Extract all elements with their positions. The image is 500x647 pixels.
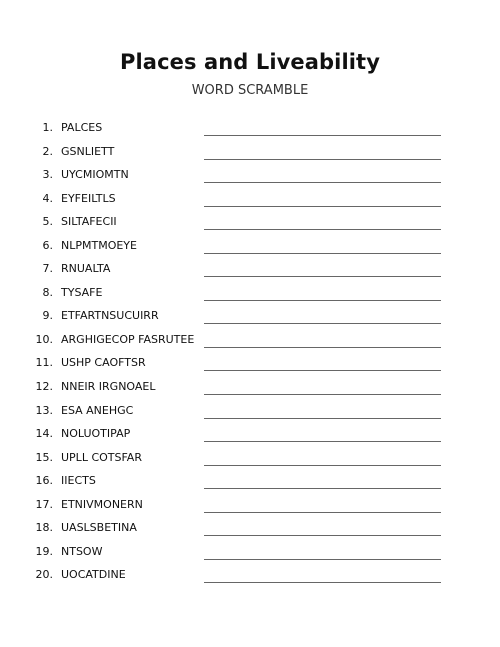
item-number: 13. (35, 403, 53, 417)
item-number: 16. (35, 474, 53, 488)
word-row (0, 541, 500, 565)
scrambled-word: RNUALTA (61, 262, 111, 276)
scrambled-word: ETFARTNSUCUIRR (61, 309, 159, 323)
word-row (0, 447, 500, 471)
scrambled-word: SILTAFECII (61, 215, 117, 229)
item-number: 9. (42, 309, 53, 323)
answer-line (204, 135, 441, 136)
scrambled-word: ESA ANEHGC (61, 403, 134, 417)
answer-line (204, 394, 441, 395)
answer-line (204, 488, 441, 489)
answer-line (204, 300, 441, 301)
word-row (0, 141, 500, 165)
item-number: 2. (42, 144, 53, 158)
scrambled-word: NTSOW (61, 544, 103, 558)
worksheet-title: Places and Liveability (120, 50, 380, 74)
word-row (0, 211, 500, 235)
answer-line (204, 159, 441, 160)
item-number: 18. (35, 521, 53, 535)
answer-line (204, 253, 441, 254)
word-row (0, 470, 500, 494)
item-number: 5. (42, 215, 53, 229)
scrambled-word: UOCATDINE (61, 568, 126, 582)
word-row (0, 258, 500, 282)
worksheet-subtitle: WORD SCRAMBLE (191, 83, 309, 98)
answer-line (204, 206, 441, 207)
item-number: 4. (42, 191, 53, 205)
answer-line (204, 418, 441, 419)
word-row (0, 282, 500, 306)
word-row (0, 235, 500, 259)
item-number: 8. (42, 285, 53, 299)
word-row (0, 376, 500, 400)
scrambled-word: TYSAFE (61, 285, 103, 299)
answer-line (204, 347, 441, 348)
scrambled-word: UYCMIOMTN (61, 168, 129, 182)
scrambled-word: UPLL COTSFAR (61, 450, 142, 464)
answer-line (204, 582, 441, 583)
item-number: 19. (35, 544, 53, 558)
answer-line (204, 559, 441, 560)
word-row (0, 400, 500, 424)
item-number: 15. (35, 450, 53, 464)
scrambled-word: NLPMTMOEYE (61, 238, 137, 252)
scrambled-word: UASLSBETINA (61, 521, 137, 535)
item-number: 7. (42, 262, 53, 276)
item-number: 17. (35, 497, 53, 511)
word-row (0, 564, 500, 588)
scrambled-word: EYFEILTLS (61, 191, 116, 205)
word-row (0, 305, 500, 329)
scrambled-word-list (0, 117, 500, 588)
answer-line (204, 465, 441, 466)
answer-line (204, 276, 441, 277)
item-number: 1. (42, 121, 53, 134)
answer-line (204, 441, 441, 442)
scrambled-word: ETNIVMONERN (61, 497, 143, 511)
word-row (0, 329, 500, 353)
answer-line (204, 229, 441, 230)
scrambled-word: PALCES (61, 121, 103, 134)
item-number: 14. (35, 427, 53, 441)
answer-line (204, 323, 441, 324)
answer-line (204, 182, 441, 183)
word-row (0, 117, 500, 141)
scrambled-word: USHP CAOFTSR (61, 356, 146, 370)
answer-line (204, 535, 441, 536)
item-number: 12. (35, 380, 53, 394)
word-row (0, 494, 500, 518)
word-row (0, 517, 500, 541)
item-number: 20. (35, 568, 53, 582)
scrambled-word: GSNLIETT (61, 144, 115, 158)
scrambled-word: NOLUOTIPAP (61, 427, 131, 441)
word-row (0, 188, 500, 212)
item-number: 10. (35, 332, 53, 346)
word-row (0, 164, 500, 188)
item-number: 6. (42, 238, 53, 252)
scrambled-word: NNEIR IRGNOAEL (61, 380, 156, 394)
scrambled-word: ARGHIGECOP FASRUTEE (61, 332, 195, 346)
item-number: 3. (42, 168, 53, 182)
scrambled-word: IIECTS (61, 474, 96, 488)
answer-line (204, 370, 441, 371)
item-number: 11. (35, 356, 53, 370)
answer-line (204, 512, 441, 513)
word-row (0, 423, 500, 447)
word-row (0, 352, 500, 376)
